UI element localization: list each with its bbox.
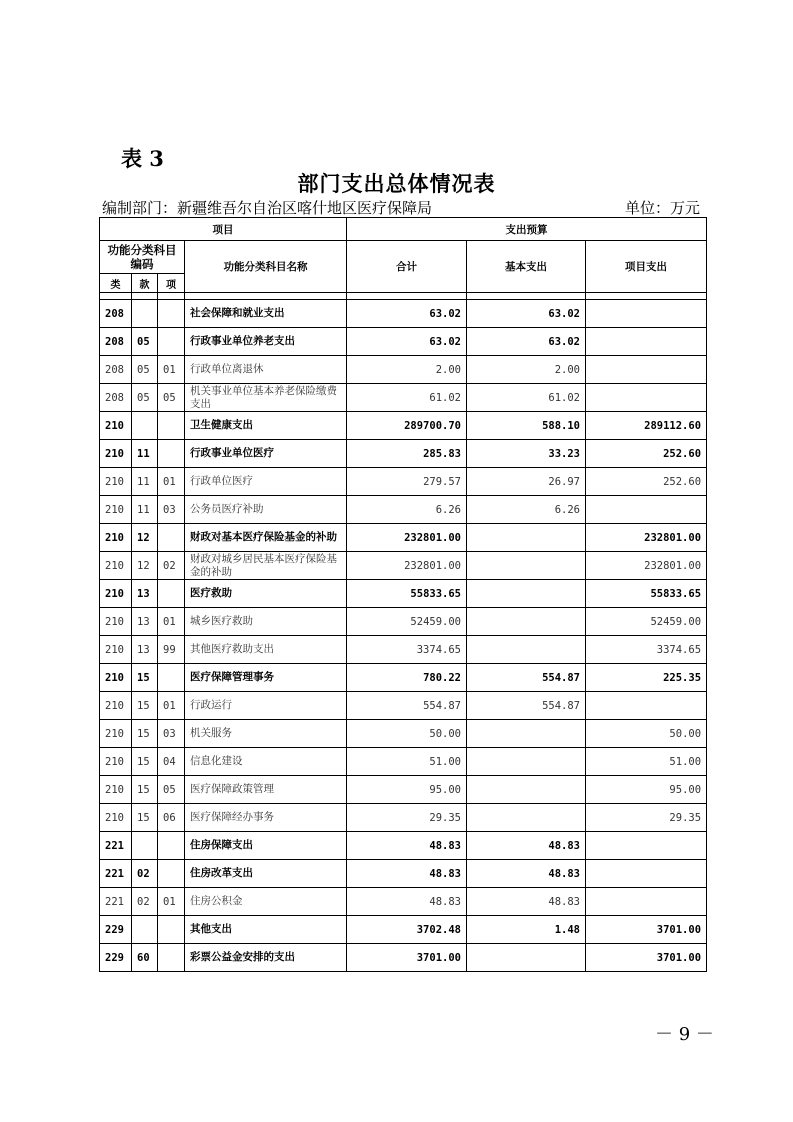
table-row [100,468,707,496]
table-row [100,496,707,524]
code-kuan: 05 [132,356,158,384]
item-name: 社会保障和就业支出 [185,300,347,328]
total-amount: 95.00 [347,776,467,804]
item-name: 卫生健康支出 [185,412,347,440]
code-kuan [132,412,158,440]
table-row [100,384,707,412]
code-xiang [158,524,185,552]
total-amount: 63.02 [347,328,467,356]
basic-amount: 26.97 [467,468,586,496]
basic-amount: 1.48 [467,916,586,944]
total-amount: 3374.65 [347,636,467,664]
program-amount: 95.00 [586,776,707,804]
code-lei: 210 [100,440,132,468]
program-amount [586,832,707,860]
table-row [100,608,707,636]
header-xiang: 项 [158,274,185,293]
code-kuan: 15 [132,720,158,748]
table-number-label: 表 3 [121,146,164,171]
program-amount: 232801.00 [586,552,707,580]
table-row [100,776,707,804]
code-lei: 208 [100,356,132,384]
table-row [100,356,707,384]
code-kuan: 12 [132,552,158,580]
code-kuan: 02 [132,888,158,916]
table-row [100,552,707,580]
program-amount [586,300,707,328]
item-name: 行政运行 [185,692,347,720]
code-lei: 210 [100,608,132,636]
total-amount: 50.00 [347,720,467,748]
total-amount: 285.83 [347,440,467,468]
code-xiang [158,860,185,888]
table-row [100,692,707,720]
code-kuan: 60 [132,944,158,972]
code-kuan: 13 [132,608,158,636]
code-xiang: 01 [158,468,185,496]
table-row [100,664,707,692]
program-amount: 232801.00 [586,524,707,552]
table-row [100,944,707,972]
code-lei: 210 [100,776,132,804]
header-program: 项目支出 [586,241,707,293]
total-amount: 6.26 [347,496,467,524]
table-row [100,580,707,608]
basic-amount: 2.00 [467,356,586,384]
basic-amount: 554.87 [467,692,586,720]
total-amount: 2.00 [347,356,467,384]
code-xiang: 04 [158,748,185,776]
code-xiang [158,944,185,972]
code-xiang [158,832,185,860]
program-amount: 289112.60 [586,412,707,440]
program-amount: 252.60 [586,440,707,468]
table-row [100,636,707,664]
total-amount: 3701.00 [347,944,467,972]
table-body [100,300,707,972]
code-lei: 210 [100,552,132,580]
code-xiang [158,328,185,356]
unit-label: 单位：万元 [624,199,700,217]
table-row [100,328,707,356]
basic-amount [467,636,586,664]
total-amount: 279.57 [347,468,467,496]
page-title: 部门支出总体情况表 [297,171,496,196]
total-amount: 55833.65 [347,580,467,608]
basic-amount: 63.02 [467,328,586,356]
item-name: 行政单位离退休 [185,356,347,384]
basic-amount [467,720,586,748]
code-xiang: 01 [158,888,185,916]
code-xiang [158,580,185,608]
item-name: 机关服务 [185,720,347,748]
code-kuan: 13 [132,580,158,608]
code-lei: 208 [100,328,132,356]
total-amount: 29.35 [347,804,467,832]
code-lei: 210 [100,636,132,664]
program-amount [586,888,707,916]
code-lei: 210 [100,496,132,524]
program-amount: 29.35 [586,804,707,832]
item-name: 医疗保障经办事务 [185,804,347,832]
program-amount [586,860,707,888]
code-xiang [158,664,185,692]
table-row [100,300,707,328]
code-kuan: 11 [132,468,158,496]
basic-amount: 588.10 [467,412,586,440]
item-name: 行政事业单位养老支出 [185,328,347,356]
header-kuan: 款 [132,274,158,293]
total-amount: 63.02 [347,300,467,328]
basic-amount: 48.83 [467,860,586,888]
program-amount: 3701.00 [586,944,707,972]
code-xiang [158,440,185,468]
header-total: 合计 [347,241,467,293]
basic-amount: 48.83 [467,888,586,916]
code-kuan: 05 [132,384,158,412]
total-amount: 3702.48 [347,916,467,944]
basic-amount [467,580,586,608]
code-lei: 229 [100,944,132,972]
item-name: 行政单位医疗 [185,468,347,496]
code-kuan: 13 [132,636,158,664]
code-lei: 210 [100,692,132,720]
program-amount: 51.00 [586,748,707,776]
code-xiang: 02 [158,552,185,580]
table-row [100,412,707,440]
program-amount: 225.35 [586,664,707,692]
item-name: 其他支出 [185,916,347,944]
code-lei: 221 [100,860,132,888]
item-name: 财政对基本医疗保险基金的补助 [185,524,347,552]
basic-amount: 61.02 [467,384,586,412]
total-amount: 780.22 [347,664,467,692]
program-amount [586,328,707,356]
code-kuan [132,832,158,860]
program-amount: 55833.65 [586,580,707,608]
program-amount: 52459.00 [586,608,707,636]
total-amount: 61.02 [347,384,467,412]
header-lei: 类 [100,274,132,293]
header-row-top [100,218,707,241]
code-kuan: 15 [132,748,158,776]
item-name: 住房改革支出 [185,860,347,888]
header-spacer-row [100,293,707,300]
code-xiang [158,412,185,440]
basic-amount: 63.02 [467,300,586,328]
header-project: 项目 [100,218,347,241]
code-kuan: 12 [132,524,158,552]
item-name: 公务员医疗补助 [185,496,347,524]
item-name: 行政事业单位医疗 [185,440,347,468]
total-amount: 289700.70 [347,412,467,440]
program-amount: 3701.00 [586,916,707,944]
code-lei: 210 [100,580,132,608]
item-name: 医疗保障政策管理 [185,776,347,804]
program-amount [586,496,707,524]
item-name: 财政对城乡居民基本医疗保险基金的补助 [185,552,347,580]
program-amount [586,692,707,720]
department-label: 编制部门：新疆维吾尔自治区喀什地区医疗保障局 [102,199,433,217]
code-lei: 208 [100,384,132,412]
table-row [100,720,707,748]
code-kuan: 15 [132,664,158,692]
basic-amount [467,748,586,776]
table-row [100,888,707,916]
code-kuan: 11 [132,440,158,468]
basic-amount [467,776,586,804]
code-kuan [132,916,158,944]
basic-amount [467,944,586,972]
code-xiang [158,300,185,328]
code-kuan: 15 [132,776,158,804]
code-kuan: 05 [132,328,158,356]
total-amount: 554.87 [347,692,467,720]
basic-amount [467,608,586,636]
code-xiang: 03 [158,720,185,748]
header-basic: 基本支出 [467,241,586,293]
code-lei: 210 [100,664,132,692]
code-xiang: 06 [158,804,185,832]
code-kuan: 15 [132,692,158,720]
program-amount: 252.60 [586,468,707,496]
header-row-middle [100,241,707,274]
table-row [100,860,707,888]
code-xiang [158,916,185,944]
header-code-group: 功能分类科目编码 [100,241,185,274]
page-number: － 9 － [655,1024,714,1045]
program-amount [586,384,707,412]
code-lei: 221 [100,888,132,916]
total-amount: 52459.00 [347,608,467,636]
total-amount: 48.83 [347,832,467,860]
code-xiang: 05 [158,776,185,804]
code-lei: 210 [100,468,132,496]
code-kuan [132,300,158,328]
header-budget: 支出预算 [347,218,707,241]
item-name: 住房公积金 [185,888,347,916]
item-name: 医疗救助 [185,580,347,608]
program-amount: 50.00 [586,720,707,748]
total-amount: 51.00 [347,748,467,776]
table-row [100,832,707,860]
basic-amount: 6.26 [467,496,586,524]
basic-amount [467,524,586,552]
program-amount [586,356,707,384]
basic-amount: 33.23 [467,440,586,468]
code-kuan: 11 [132,496,158,524]
table-row [100,916,707,944]
table-row [100,748,707,776]
code-lei: 221 [100,832,132,860]
item-name: 彩票公益金安排的支出 [185,944,347,972]
total-amount: 232801.00 [347,524,467,552]
basic-amount [467,804,586,832]
table-meta [102,197,700,218]
item-name: 医疗保障管理事务 [185,664,347,692]
basic-amount [467,552,586,580]
expenditure-table [99,217,707,972]
code-xiang: 99 [158,636,185,664]
table-row [100,440,707,468]
item-name: 机关事业单位基本养老保险缴费支出 [185,384,347,412]
total-amount: 48.83 [347,888,467,916]
basic-amount: 48.83 [467,832,586,860]
item-name: 城乡医疗救助 [185,608,347,636]
code-xiang: 05 [158,384,185,412]
code-lei: 229 [100,916,132,944]
code-xiang: 03 [158,496,185,524]
total-amount: 48.83 [347,860,467,888]
table-row [100,524,707,552]
code-lei: 210 [100,412,132,440]
code-lei: 208 [100,300,132,328]
code-lei: 210 [100,804,132,832]
header-name: 功能分类科目名称 [185,241,347,293]
code-lei: 210 [100,720,132,748]
item-name: 信息化建设 [185,748,347,776]
code-lei: 210 [100,748,132,776]
code-xiang: 01 [158,692,185,720]
code-xiang: 01 [158,608,185,636]
item-name: 住房保障支出 [185,832,347,860]
code-xiang: 01 [158,356,185,384]
code-kuan: 02 [132,860,158,888]
code-lei: 210 [100,524,132,552]
table-row [100,804,707,832]
item-name: 其他医疗救助支出 [185,636,347,664]
total-amount: 232801.00 [347,552,467,580]
program-amount: 3374.65 [586,636,707,664]
code-kuan: 15 [132,804,158,832]
basic-amount: 554.87 [467,664,586,692]
